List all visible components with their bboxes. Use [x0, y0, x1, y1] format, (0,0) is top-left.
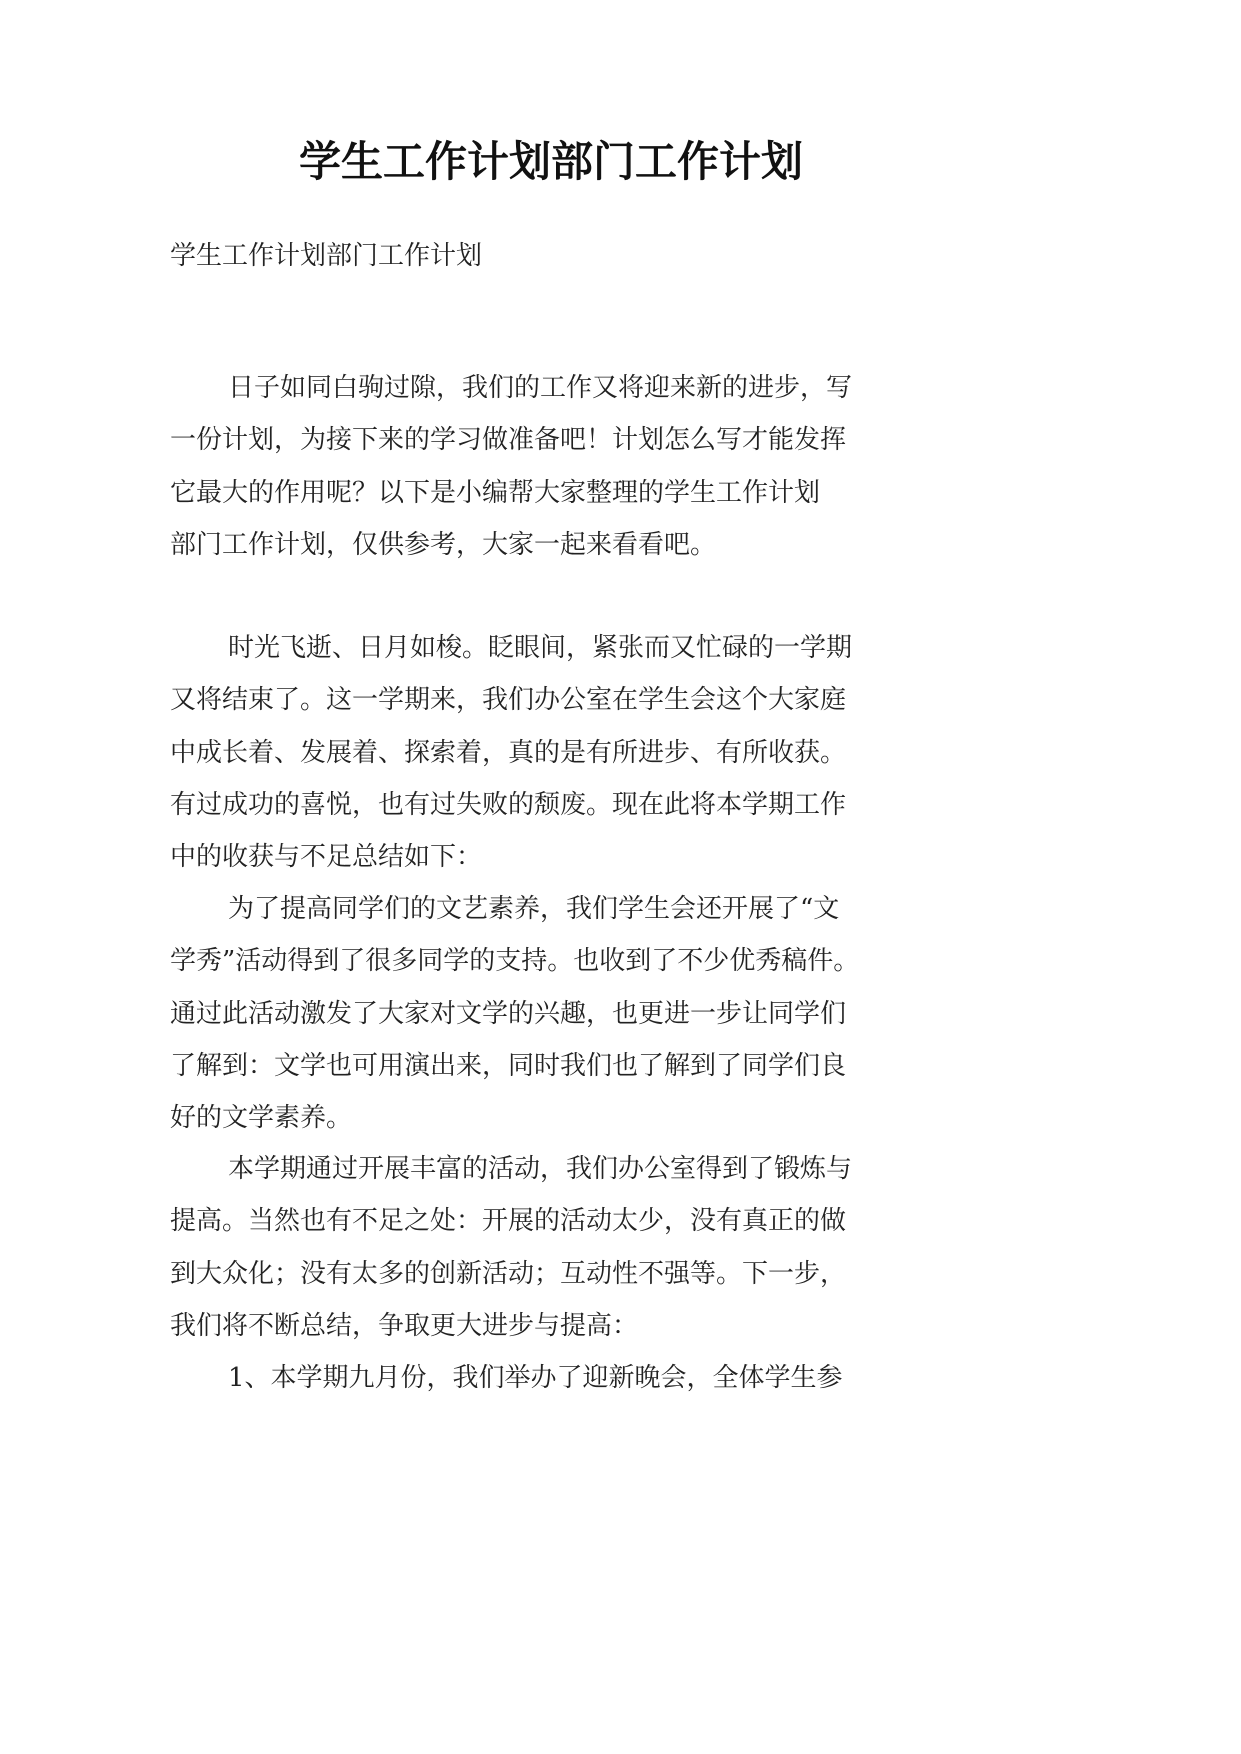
- paragraph-line: 一份计划，为接下来的学习做准备吧！计划怎么写才能发挥: [170, 425, 847, 456]
- paragraph-line: 有过成功的喜悦，也有过失败的颓废。现在此将本学期工作: [170, 789, 847, 820]
- paragraph-summary: [170, 622, 954, 883]
- paragraph-line: 了解到：文学也可用演出来，同时我们也了解到了同学们良: [170, 1050, 847, 1081]
- document-subtitle: 学生工作计划部门工作计划: [170, 241, 483, 271]
- paragraph-line: 它最大的作用呢？以下是小编帮大家整理的学生工作计划: [170, 477, 821, 508]
- paragraph-line: 时光飞逝、日月如梭。眨眼间，紧张而又忙碌的一学期: [228, 633, 853, 663]
- paragraph-line: 学秀”活动得到了很多同学的支持。也收到了不少优秀稿件。: [170, 946, 860, 977]
- paragraph-line: 本学期通过开展丰富的活动，我们办公室得到了锻炼与: [228, 1154, 853, 1184]
- paragraph-shortcomings: [170, 1143, 954, 1352]
- document-title: 学生工作计划部门工作计划: [298, 137, 803, 186]
- paragraph-line: 1、本学期九月份，我们举办了迎新晚会，全体学生参: [228, 1363, 843, 1393]
- paragraph-line: 中的收获与不足总结如下：: [170, 842, 483, 873]
- paragraph-line: 为了提高同学们的文艺素养，我们学生会还开展了“文: [228, 894, 840, 924]
- paragraph-line: 日子如同白驹过隙，我们的工作又将迎来新的进步，写: [228, 373, 853, 403]
- paragraph-intro: [170, 362, 954, 571]
- paragraph-line: 好的文学素养。: [170, 1103, 353, 1134]
- paragraph-line: 我们将不断总结，争取更大进步与提高：: [170, 1310, 639, 1341]
- paragraph-line: 提高。当然也有不足之处：开展的活动太少，没有真正的做: [170, 1206, 847, 1237]
- paragraph-line: 中成长着、发展着、探索着，真的是有所进步、有所收获。: [170, 737, 847, 768]
- paragraph-line: 部门工作计划，仅供参考，大家一起来看看吧。: [170, 529, 717, 560]
- paragraph-item-1: [170, 1352, 954, 1404]
- paragraph-line: 到大众化；没有太多的创新活动；互动性不强等。下一步，: [170, 1258, 847, 1289]
- paragraph-literature-show: [170, 883, 954, 1144]
- paragraph-line: 通过此活动激发了大家对文学的兴趣，也更进一步让同学们: [170, 998, 847, 1029]
- paragraph-line: 又将结束了。这一学期来，我们办公室在学生会这个大家庭: [170, 685, 847, 716]
